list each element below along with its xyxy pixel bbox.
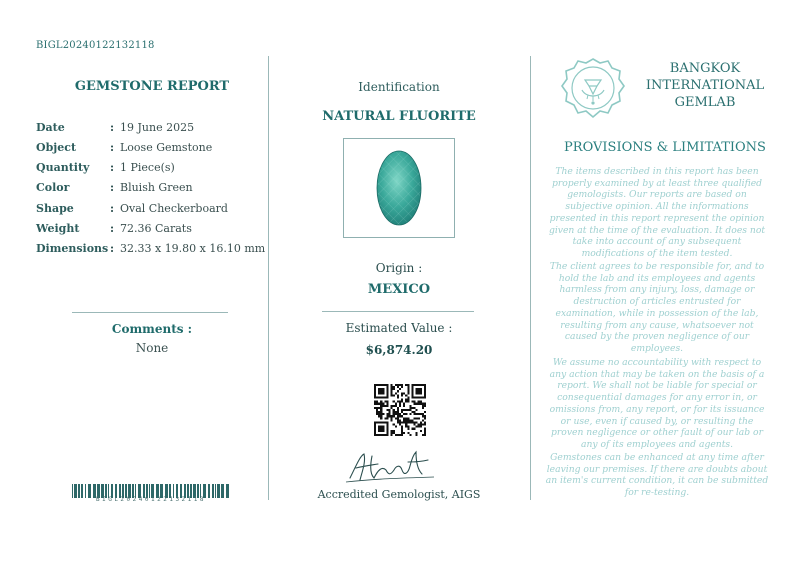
field-separator: : [110, 222, 115, 235]
field-label: Weight [36, 222, 80, 235]
estimated-value-amount: $6,874.20 [365, 343, 433, 357]
comments-label: Comments : [111, 322, 193, 336]
field-separator: : [110, 161, 115, 174]
field-label: Dimensions [36, 242, 109, 255]
provisions-paragraph: The items described in this report has been properly examined by at least three qualified gemologists. Our reports are based on subjective opinion. All the informations presented in this report represent the opinion given at the time of the evaluation. It does not take into account of any subsequent modifications of the item tested. [548, 166, 766, 259]
report-title: GEMSTONE REPORT [74, 79, 230, 94]
field-value: 1 Piece(s) [120, 161, 175, 174]
field-separator: : [110, 121, 115, 134]
provisions-paragraph: We assume no accountability with respect to any action that may be taken on the basis of a report. We shall not be liable for special or consequential damages for any error in, or omissions from, any report, or for its issuance or use, even if caused by, or resulting the proven negligence or other fault of our lab or any of its employees and agents. [549, 357, 765, 450]
field-object [36, 141, 212, 154]
provisions-title: PROVISIONS & LIMITATIONS [564, 140, 766, 155]
barcode-text: BIGL20240122132118 [95, 496, 207, 503]
lab-name-line: INTERNATIONAL [645, 78, 765, 93]
column-divider-right [530, 56, 531, 500]
field-value: Oval Checkerboard [120, 202, 228, 215]
field-label: Color [36, 181, 70, 194]
field-weight [36, 222, 192, 235]
field-value: Loose Gemstone [120, 141, 213, 154]
field-dimensions [36, 242, 265, 255]
comments-value: None [135, 341, 169, 355]
field-shape [36, 202, 228, 215]
gemologist-title: Accredited Gemologist, AIGS [317, 488, 481, 501]
lab-name-line: GEMLAB [674, 95, 736, 110]
provisions-paragraph: Gemstones can be enhanced at any time after leaving our premises. If there are doubts about an item's current condition, it can be submitted for re-testing. [545, 452, 769, 499]
field-label: Shape [36, 202, 74, 215]
field-label: Quantity [36, 161, 90, 174]
comments-divider [72, 312, 228, 313]
estimated-value-label: Estimated Value : [345, 321, 453, 335]
value-divider [322, 311, 474, 312]
gemlab-logo-icon [560, 56, 626, 122]
signature-icon [342, 448, 438, 486]
qr-code-icon [374, 384, 426, 436]
report-id: BIGL20240122132118 [36, 40, 155, 51]
field-separator: : [110, 141, 115, 154]
field-value: 72.36 Carats [120, 222, 192, 235]
provisions-paragraph: The client agrees to be responsible for, and to hold the lab and its employees and agents harmless from any injury, loss, damage or destruction of articles entrusted for examination, while in possession of the lab, resulting from any cause, whatsoever not caused by the proven negligence of our employees. [549, 261, 765, 354]
identification-label: Identification [358, 80, 440, 94]
field-value: Bluish Green [120, 181, 193, 194]
gemstone-photo [343, 138, 455, 238]
field-separator: : [110, 202, 115, 215]
field-quantity [36, 161, 175, 174]
field-value: 32.33 x 19.80 x 16.10 mm [120, 242, 266, 255]
stone-name: NATURAL FLUORITE [322, 109, 476, 124]
lab-name [630, 60, 780, 111]
field-color [36, 181, 193, 194]
field-value: 19 June 2025 [120, 121, 195, 134]
field-date [36, 121, 194, 134]
lab-name-line: BANGKOK [669, 61, 741, 76]
origin-value: MEXICO [367, 282, 431, 297]
field-separator: : [110, 181, 115, 194]
gemstone-image [344, 139, 454, 237]
field-label: Object [36, 141, 77, 154]
field-separator: : [110, 242, 115, 255]
origin-label: Origin : [375, 261, 423, 275]
field-label: Date [36, 121, 65, 134]
